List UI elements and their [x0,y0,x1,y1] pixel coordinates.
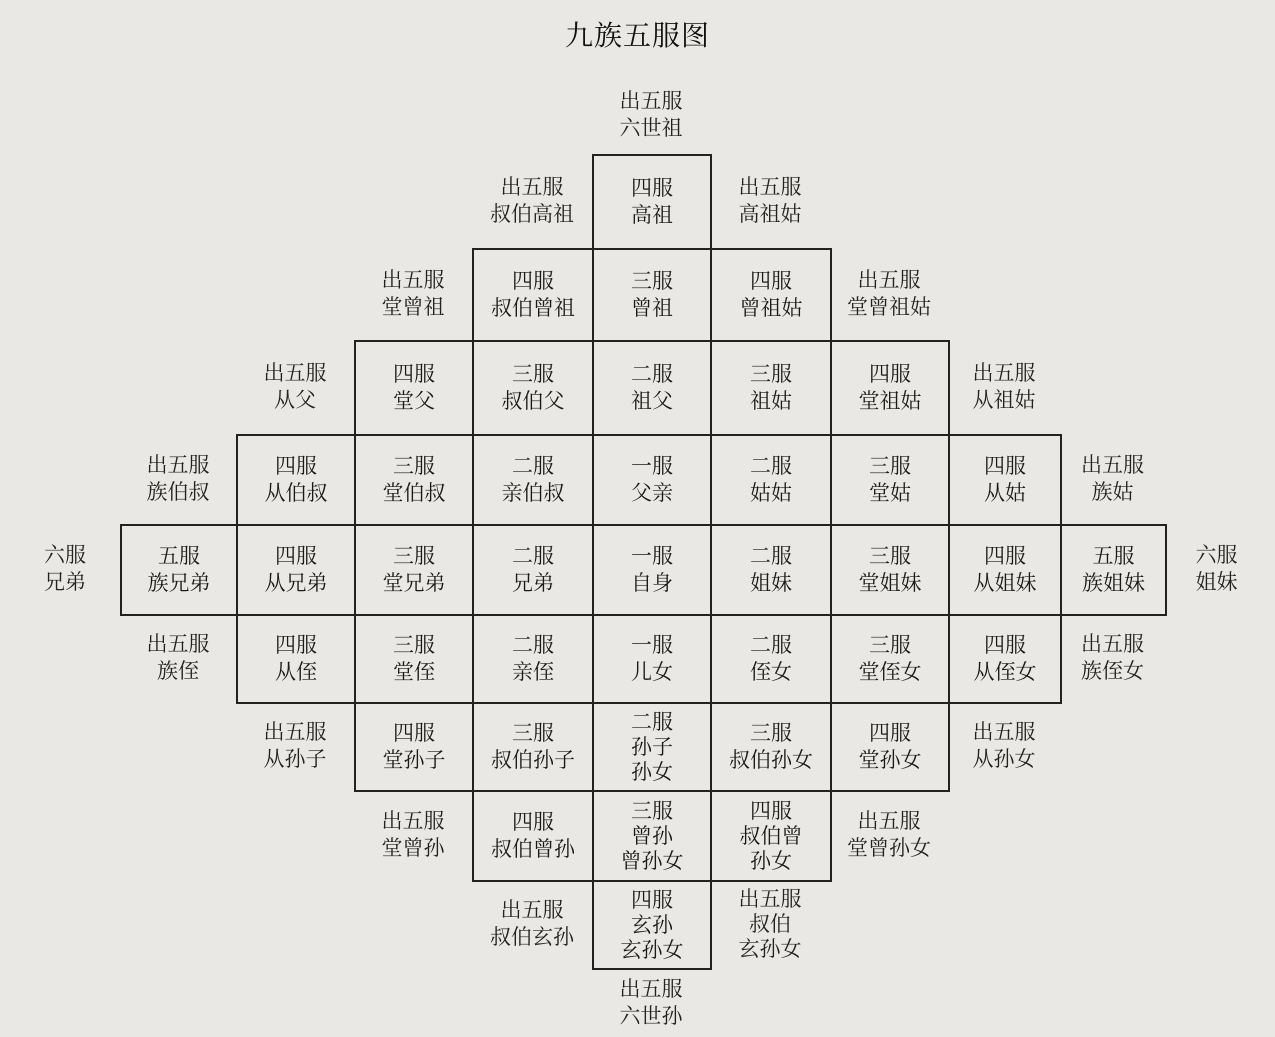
kin-cell-gugu [710,434,832,526]
kin-cell-zengsun [592,790,712,882]
kin-cell-shubofu [472,340,594,436]
kin-cell-ernv [592,614,712,704]
kin-cell-cong-jiemei [948,524,1062,616]
kin-cell-line: 出五服 [500,898,564,922]
kin-cell-shubo-sunzi [472,702,594,792]
kin-cell-line: 四服 [275,454,317,478]
kin-cell-line: 叔伯高祖 [490,202,574,226]
kin-cell-line: 族伯叔 [146,480,210,504]
kin-cell-line: 族侄 [157,659,199,683]
kin-cell-cong-xiongdi [236,524,356,616]
diagram-title: 九族五服图 [564,19,710,52]
kin-cell-line: 堂姐妹 [858,571,922,595]
kin-cell-zhinv [710,614,832,704]
kin-cell-line: 祖父 [631,389,673,413]
kin-cell-tangsunzi [354,702,474,792]
kin-cell-xuansun [592,880,712,970]
kin-cell-conggu [948,434,1062,526]
kin-cell-zu-xiongdi [120,524,238,616]
kin-cell-line: 二服 [512,454,554,478]
kin-cell-line: 三服 [393,454,435,478]
kin-cell-line: 从父 [274,388,316,412]
kin-cell-line: 孙女 [750,848,792,873]
kin-cell-line: 四服 [275,633,317,657]
kin-cell-line: 出五服 [857,268,921,292]
kin-cell-line: 孙女 [631,759,673,784]
kin-cell-congfu [236,340,354,434]
kin-cell-line: 叔伯曾孙 [491,837,575,861]
kin-cell-line: 玄孙 [631,912,673,937]
kin-cell-line: 叔伯曾 [739,823,803,848]
kin-cell-line: 三服 [393,633,435,657]
kin-cell-line: 姐妹 [750,571,792,595]
kin-cell-line: 堂侄女 [858,660,922,684]
kin-cell-zu-jiemei [1060,524,1167,616]
kin-cell-line: 四服 [393,721,435,745]
kin-cell-zuzhinv [1060,614,1165,702]
kin-cell-liufu-xiongdi [10,524,120,614]
kin-cell-zuzhi [120,614,236,702]
kin-cell-line: 四服 [869,362,911,386]
kin-cell-shubo-gaozu [472,154,592,248]
kin-cell-line: 亲伯叔 [501,481,565,505]
kin-cell-line: 三服 [393,544,435,568]
kin-cell-line: 四服 [984,633,1026,657]
kin-cell-line: 叔伯孙女 [729,748,813,772]
kin-cell-line: 叔伯孙子 [491,748,575,772]
kin-cell-line: 二服 [512,633,554,657]
kin-cell-qinzhi [472,614,594,704]
kin-cell-liushisun [592,968,710,1037]
kin-cell-line: 高祖姑 [738,202,802,226]
kin-cell-line: 玄孙女 [620,937,684,962]
kin-cell-line: 父亲 [631,481,673,505]
kin-cell-zengzugu [710,248,832,342]
kin-cell-line: 四服 [512,810,554,834]
kin-cell-sunzi-sunnv [592,702,712,792]
kin-cell-line: 四服 [750,269,792,293]
kin-cell-line: 从伯叔 [264,481,328,505]
kin-cell-line: 四服 [275,544,317,568]
kin-cell-line: 从侄女 [973,660,1037,684]
kin-cell-line: 堂伯叔 [382,481,446,505]
kin-cell-line: 从侄 [275,660,317,684]
kin-cell-line: 二服 [631,709,673,734]
kin-cell-line: 族姑 [1091,480,1134,504]
kin-cell-line: 出五服 [619,89,683,113]
kin-cell-line: 四服 [750,798,792,823]
kin-cell-line: 出五服 [1081,632,1144,656]
kin-cell-line: 出五服 [972,361,1036,385]
kin-cell-tang-zengsun [354,790,472,880]
kin-cell-gaozugu [710,154,830,248]
kin-cell-shubo-zengsun [472,790,594,882]
kin-cell-line: 出五服 [146,453,210,477]
kin-cell-tang-jiemei [830,524,950,616]
kin-cell-line: 堂曾孙女 [847,836,931,860]
kin-cell-line: 三服 [631,269,673,293]
kin-cell-congzugu [948,340,1060,434]
kin-cell-line: 自身 [631,571,673,595]
kin-cell-liufu-jiemei [1165,524,1268,614]
kin-cell-line: 兄弟 [512,571,554,595]
kin-cell-line: 四服 [393,362,435,386]
kin-cell-line: 堂曾祖姑 [847,295,931,319]
kin-cell-line: 出五服 [146,632,210,656]
kin-cell-congsunnv [948,702,1060,790]
kin-cell-line: 三服 [750,362,792,386]
kin-cell-line: 三服 [869,454,911,478]
kin-cell-line: 堂父 [393,389,435,413]
kin-cell-line: 从姑 [984,481,1026,505]
kin-cell-line: 孙子 [631,734,673,759]
kin-cell-line: 四服 [984,544,1026,568]
kin-cell-line: 出五服 [619,976,683,1001]
kin-cell-shubo-xuansun [472,880,592,968]
kin-cell-line: 从姐妹 [973,571,1037,595]
kin-cell-line: 叔伯 [749,911,791,936]
kin-cell-line: 族兄弟 [147,571,211,595]
kin-cell-line: 兄弟 [44,570,86,594]
kin-cell-line: 侄女 [750,660,792,684]
kin-cell-line: 三服 [512,362,554,386]
kin-cell-line: 三服 [869,544,911,568]
kin-cell-shubo-zengsunnv [710,790,832,882]
kin-cell-zugu [710,340,832,436]
kin-cell-line: 六服 [44,543,86,567]
kin-cell-zugu2 [1060,434,1165,524]
kin-cell-congzhi [236,614,356,704]
kin-cell-shubo-sunnv [710,702,832,792]
kin-cell-line: 出五服 [738,175,802,199]
kin-cell-line: 堂侄 [393,660,435,684]
kin-cell-line: 出五服 [381,268,445,292]
kin-cell-line: 堂姑 [869,481,911,505]
kin-cell-zishen [592,524,712,616]
kin-cell-tanggu [830,434,950,526]
kin-cell-tang-zengzu [354,248,472,340]
kin-cell-line: 曾孙女 [620,848,684,873]
kin-cell-line: 族侄女 [1081,659,1144,683]
kin-cell-line: 族姐妹 [1082,571,1145,595]
kin-cell-line: 儿女 [631,660,673,684]
kin-cell-line: 一服 [631,454,673,478]
kin-cell-line: 二服 [631,362,673,386]
kin-cell-line: 从兄弟 [264,571,328,595]
kin-cell-line: 祖姑 [750,389,792,413]
kin-cell-line: 四服 [984,454,1026,478]
kin-cell-tang-zengzugu [830,248,948,340]
kin-cell-line: 曾祖姑 [739,296,803,320]
kin-cell-congzhinv [948,614,1062,704]
kin-cell-line: 堂孙子 [382,748,446,772]
kin-cell-line: 一服 [631,633,673,657]
kin-cell-shubo-zengzu [472,248,594,342]
kin-cell-line: 出五服 [738,886,802,911]
kin-cell-tangsunnv [830,702,950,792]
kin-cell-xiongdi [472,524,594,616]
kin-cell-tang-zengsunnv [830,790,948,880]
kin-cell-line: 从孙子 [263,747,327,771]
kin-cell-line: 二服 [750,454,792,478]
kin-cell-line: 六服 [1195,543,1238,567]
kin-cell-line: 姑姑 [750,481,792,505]
kin-cell-line: 四服 [631,176,673,200]
kin-cell-zufu [592,340,712,436]
kin-cell-line: 二服 [512,544,554,568]
kin-cell-line: 曾孙 [631,823,673,848]
kin-cell-congsunzi [236,702,354,790]
kin-cell-line: 从祖姑 [972,388,1036,412]
kin-cell-line: 五服 [1092,544,1135,568]
kin-cell-line: 叔伯曾祖 [491,296,575,320]
kin-cell-tangzhi [354,614,474,704]
kin-cell-line: 三服 [631,798,673,823]
kin-cell-line: 堂孙女 [858,748,922,772]
kin-cell-tangzugu [830,340,950,436]
kin-cell-line: 出五服 [263,720,327,744]
kin-cell-cong-boshu [236,434,356,526]
kin-cell-qin-boshu [472,434,594,526]
kin-cell-line: 姐妹 [1195,570,1238,594]
kin-cell-tang-xiongdi [354,524,474,616]
kin-cell-liushizu [592,76,710,154]
kin-cell-line: 二服 [750,633,792,657]
kin-cell-tangfu [354,340,474,436]
kin-cell-line: 曾祖 [631,296,673,320]
kin-cell-tangzhinv [830,614,950,704]
kin-cell-jiemei [710,524,832,616]
kin-cell-line: 堂曾孙 [381,836,445,860]
kin-cell-line: 出五服 [263,361,327,385]
kin-cell-line: 六世祖 [619,116,683,140]
kin-cell-line: 一服 [631,544,673,568]
kin-cell-line: 三服 [869,633,911,657]
kin-cell-line: 亲侄 [512,660,554,684]
kin-cell-gaozu [592,154,712,250]
kin-cell-line: 玄孙女 [738,936,802,961]
kin-cell-fuqin [592,434,712,526]
kin-cell-line: 三服 [750,721,792,745]
kin-cell-line: 六世孙 [619,1003,683,1028]
kin-cell-line: 二服 [750,544,792,568]
kin-cell-line: 五服 [158,544,200,568]
kin-cell-line: 出五服 [857,809,921,833]
kin-cell-shubo-xuansunnv [710,880,830,968]
kin-cell-line: 四服 [869,721,911,745]
kin-cell-line: 从孙女 [972,747,1036,771]
kin-cell-line: 四服 [512,269,554,293]
kin-cell-tang-boshu [354,434,474,526]
kin-cell-zengzu [592,248,712,342]
kin-cell-line: 出五服 [381,809,445,833]
kin-cell-line: 堂祖姑 [858,389,922,413]
kin-cell-line: 堂兄弟 [382,571,446,595]
kin-cell-line: 出五服 [1081,453,1144,477]
kin-cell-line: 高祖 [631,203,673,227]
kin-cell-zu-boshu [120,434,236,524]
kin-cell-line: 三服 [512,721,554,745]
kin-cell-line: 出五服 [500,175,564,199]
kin-cell-line: 出五服 [972,720,1036,744]
kin-cell-line: 堂曾祖 [381,295,445,319]
kin-cell-line: 叔伯玄孙 [490,925,574,949]
kin-cell-line: 叔伯父 [501,389,565,413]
kin-cell-line: 四服 [631,887,673,912]
